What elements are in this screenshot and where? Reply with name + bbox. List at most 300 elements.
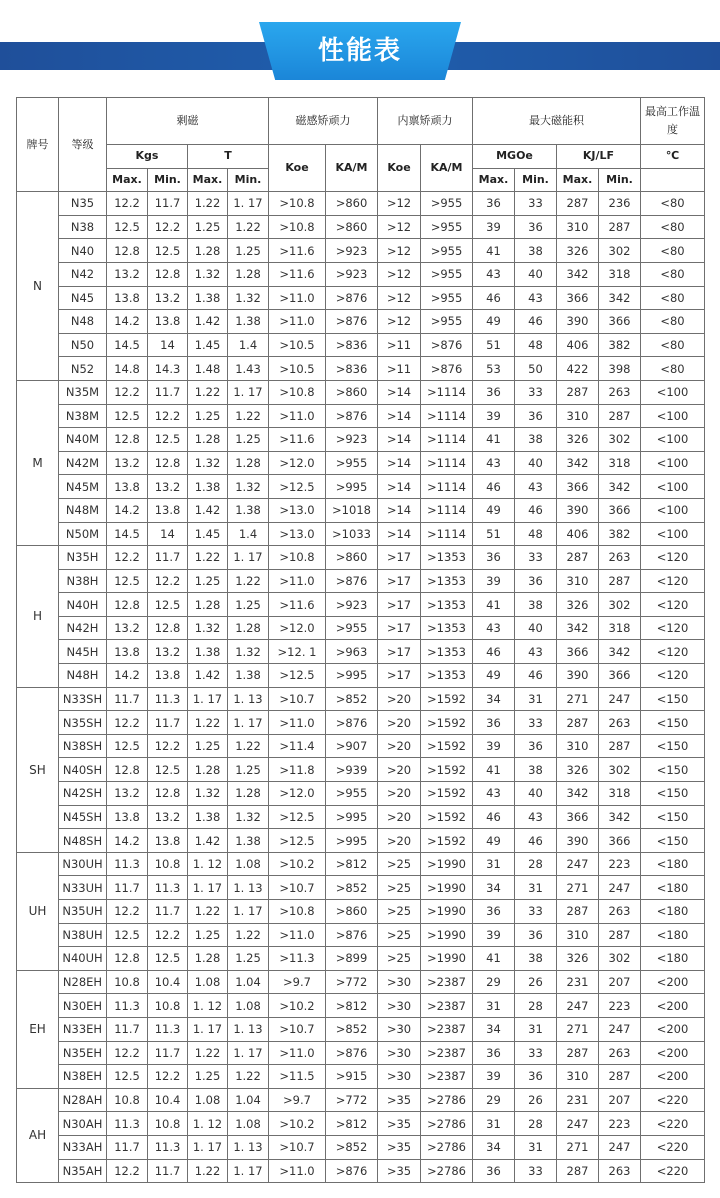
max-temp-cell: <100 <box>641 475 705 499</box>
br-kgs-min-cell: 13.2 <box>148 286 188 310</box>
br-t-max-cell: 1.25 <box>188 734 228 758</box>
br-kgs-max-cell: 12.2 <box>107 1159 148 1183</box>
bh-kjlf-min-cell: 342 <box>599 805 641 829</box>
br-kgs-min-cell: 13.2 <box>148 475 188 499</box>
header-remanence: 剩磁 <box>107 98 269 145</box>
grade-cell: N40M <box>59 428 107 452</box>
bh-kjlf-max-cell: 326 <box>557 758 599 782</box>
grade-cell: N42 <box>59 262 107 286</box>
hcj-kam-cell: >1114 <box>421 404 473 428</box>
hcj-koe-cell: >30 <box>378 970 421 994</box>
br-t-max-cell: 1. 12 <box>188 852 228 876</box>
bh-kjlf-min-cell: 382 <box>599 333 641 357</box>
bh-kjlf-min-cell: 287 <box>599 1065 641 1089</box>
max-temp-cell: <120 <box>641 546 705 570</box>
br-t-min-cell: 1.04 <box>228 970 269 994</box>
bh-kjlf-min-cell: 366 <box>599 498 641 522</box>
br-t-min-cell: 1.28 <box>228 782 269 806</box>
bh-mgoe-max-cell: 39 <box>473 569 515 593</box>
br-kgs-max-cell: 12.5 <box>107 734 148 758</box>
hcb-koe-cell: >12.0 <box>269 451 326 475</box>
max-temp-cell: <150 <box>641 758 705 782</box>
grade-cell: N38H <box>59 569 107 593</box>
grade-cell: N42H <box>59 616 107 640</box>
max-label: Max. <box>473 168 515 192</box>
hcb-kam-cell: >923 <box>326 262 378 286</box>
br-t-min-cell: 1.28 <box>228 616 269 640</box>
bh-mgoe-max-cell: 51 <box>473 522 515 546</box>
br-kgs-min-cell: 11.7 <box>148 192 188 216</box>
brand-cell: AH <box>17 1088 59 1182</box>
hcb-kam-cell: >923 <box>326 239 378 263</box>
hcj-koe-cell: >14 <box>378 428 421 452</box>
bh-kjlf-min-cell: 366 <box>599 829 641 853</box>
table-row <box>17 900 705 924</box>
grade-cell: N52 <box>59 357 107 381</box>
max-temp-cell: <150 <box>641 829 705 853</box>
bh-mgoe-max-cell: 41 <box>473 947 515 971</box>
br-kgs-max-cell: 13.2 <box>107 451 148 475</box>
table-row <box>17 569 705 593</box>
hcb-koe-cell: >11.0 <box>269 404 326 428</box>
hcb-kam-cell: >995 <box>326 664 378 688</box>
br-t-min-cell: 1.25 <box>228 758 269 782</box>
hcb-koe-cell: >10.8 <box>269 192 326 216</box>
table-row <box>17 734 705 758</box>
bh-mgoe-max-cell: 29 <box>473 970 515 994</box>
hcb-koe-cell: >11.0 <box>269 1041 326 1065</box>
grade-cell: N28EH <box>59 970 107 994</box>
hcj-kam-cell: >2387 <box>421 1065 473 1089</box>
br-kgs-max-cell: 12.2 <box>107 711 148 735</box>
bh-mgoe-max-cell: 39 <box>473 734 515 758</box>
br-t-max-cell: 1.08 <box>188 970 228 994</box>
br-kgs-min-cell: 11.3 <box>148 876 188 900</box>
br-kgs-min-cell: 11.3 <box>148 687 188 711</box>
max-temp-cell: <150 <box>641 734 705 758</box>
bh-kjlf-min-cell: 302 <box>599 428 641 452</box>
hcb-kam-cell: >995 <box>326 805 378 829</box>
unit-kgs: Kgs <box>107 145 188 169</box>
max-label: Max. <box>557 168 599 192</box>
br-t-min-cell: 1.38 <box>228 829 269 853</box>
hcb-koe-cell: >13.0 <box>269 498 326 522</box>
hcj-kam-cell: >1114 <box>421 451 473 475</box>
grade-cell: N33UH <box>59 876 107 900</box>
br-t-min-cell: 1.22 <box>228 404 269 428</box>
br-t-min-cell: 1. 13 <box>228 876 269 900</box>
br-t-min-cell: 1. 13 <box>228 1017 269 1041</box>
hcb-koe-cell: >11.0 <box>269 711 326 735</box>
br-t-max-cell: 1.25 <box>188 569 228 593</box>
grade-cell: N48H <box>59 664 107 688</box>
hcj-koe-cell: >20 <box>378 687 421 711</box>
bh-kjlf-min-cell: 318 <box>599 262 641 286</box>
bh-mgoe-max-cell: 49 <box>473 829 515 853</box>
bh-mgoe-max-cell: 31 <box>473 994 515 1018</box>
bh-mgoe-min-cell: 38 <box>515 758 557 782</box>
bh-mgoe-min-cell: 40 <box>515 616 557 640</box>
hcj-kam-cell: >1592 <box>421 711 473 735</box>
hcb-kam-cell: >923 <box>326 428 378 452</box>
bh-kjlf-max-cell: 271 <box>557 876 599 900</box>
br-t-max-cell: 1. 17 <box>188 687 228 711</box>
hcb-koe-cell: >10.8 <box>269 546 326 570</box>
max-temp-cell: <120 <box>641 640 705 664</box>
bh-kjlf-min-cell: 366 <box>599 664 641 688</box>
hcb-koe-cell: >11.6 <box>269 239 326 263</box>
hcb-koe-cell: >11.0 <box>269 286 326 310</box>
bh-mgoe-max-cell: 39 <box>473 1065 515 1089</box>
grade-cell: N40 <box>59 239 107 263</box>
hcj-koe-cell: >12 <box>378 262 421 286</box>
br-kgs-min-cell: 10.8 <box>148 852 188 876</box>
br-t-min-cell: 1. 17 <box>228 900 269 924</box>
bh-kjlf-min-cell: 318 <box>599 616 641 640</box>
hcb-kam-cell: >939 <box>326 758 378 782</box>
bh-mgoe-min-cell: 46 <box>515 829 557 853</box>
bh-kjlf-min-cell: 207 <box>599 1088 641 1112</box>
bh-kjlf-max-cell: 366 <box>557 805 599 829</box>
br-kgs-max-cell: 12.2 <box>107 380 148 404</box>
br-kgs-min-cell: 12.5 <box>148 947 188 971</box>
max-temp-cell: <220 <box>641 1088 705 1112</box>
grade-cell: N40UH <box>59 947 107 971</box>
hcj-koe-cell: >20 <box>378 829 421 853</box>
bh-mgoe-min-cell: 33 <box>515 192 557 216</box>
br-t-max-cell: 1.32 <box>188 262 228 286</box>
bh-kjlf-min-cell: 342 <box>599 286 641 310</box>
max-temp-cell: <80 <box>641 357 705 381</box>
br-t-max-cell: 1.42 <box>188 829 228 853</box>
bh-mgoe-max-cell: 41 <box>473 428 515 452</box>
hcj-kam-cell: >2387 <box>421 970 473 994</box>
grade-cell: N38SH <box>59 734 107 758</box>
table-row <box>17 923 705 947</box>
hcj-koe-cell: >11 <box>378 333 421 357</box>
bh-mgoe-max-cell: 49 <box>473 310 515 334</box>
bh-mgoe-min-cell: 36 <box>515 404 557 428</box>
max-temp-cell: <220 <box>641 1159 705 1183</box>
bh-kjlf-min-cell: 318 <box>599 451 641 475</box>
bh-kjlf-max-cell: 247 <box>557 852 599 876</box>
grade-cell: N28AH <box>59 1088 107 1112</box>
max-temp-cell: <80 <box>641 333 705 357</box>
table-row <box>17 876 705 900</box>
br-kgs-max-cell: 14.5 <box>107 333 148 357</box>
br-kgs-min-cell: 11.7 <box>148 380 188 404</box>
hcj-koe-cell: >17 <box>378 569 421 593</box>
br-kgs-min-cell: 13.8 <box>148 310 188 334</box>
max-temp-cell: <150 <box>641 711 705 735</box>
br-t-max-cell: 1.48 <box>188 357 228 381</box>
bh-mgoe-min-cell: 33 <box>515 1159 557 1183</box>
br-kgs-max-cell: 14.2 <box>107 829 148 853</box>
hcb-koe-cell: >10.5 <box>269 357 326 381</box>
br-t-max-cell: 1.38 <box>188 640 228 664</box>
bh-kjlf-max-cell: 422 <box>557 357 599 381</box>
page-title: 性能表 <box>317 36 402 66</box>
bh-kjlf-max-cell: 310 <box>557 734 599 758</box>
bh-kjlf-min-cell: 382 <box>599 522 641 546</box>
max-temp-cell: <80 <box>641 215 705 239</box>
br-t-max-cell: 1. 17 <box>188 1135 228 1159</box>
hcj-koe-cell: >12 <box>378 310 421 334</box>
bh-mgoe-max-cell: 41 <box>473 593 515 617</box>
bh-kjlf-min-cell: 342 <box>599 640 641 664</box>
bh-mgoe-max-cell: 36 <box>473 711 515 735</box>
hcj-kam-cell: >876 <box>421 357 473 381</box>
bh-kjlf-max-cell: 310 <box>557 215 599 239</box>
bh-mgoe-max-cell: 46 <box>473 475 515 499</box>
br-kgs-max-cell: 13.8 <box>107 286 148 310</box>
br-t-max-cell: 1.38 <box>188 475 228 499</box>
bh-mgoe-max-cell: 46 <box>473 286 515 310</box>
bh-kjlf-max-cell: 390 <box>557 498 599 522</box>
grade-cell: N45M <box>59 475 107 499</box>
hcb-kam-cell: >860 <box>326 546 378 570</box>
br-t-min-cell: 1.08 <box>228 994 269 1018</box>
bh-mgoe-min-cell: 38 <box>515 428 557 452</box>
br-t-min-cell: 1.38 <box>228 310 269 334</box>
br-kgs-min-cell: 12.8 <box>148 782 188 806</box>
max-temp-cell: <100 <box>641 498 705 522</box>
br-kgs-min-cell: 13.2 <box>148 805 188 829</box>
br-kgs-max-cell: 14.8 <box>107 357 148 381</box>
br-t-min-cell: 1.08 <box>228 852 269 876</box>
table-row <box>17 994 705 1018</box>
hcj-koe-cell: >12 <box>378 239 421 263</box>
empty-header-cell <box>641 168 705 192</box>
br-t-min-cell: 1.32 <box>228 286 269 310</box>
hcj-kam-cell: >1353 <box>421 640 473 664</box>
bh-mgoe-max-cell: 29 <box>473 1088 515 1112</box>
bh-kjlf-max-cell: 310 <box>557 1065 599 1089</box>
br-kgs-min-cell: 11.3 <box>148 1135 188 1159</box>
max-temp-cell: <200 <box>641 970 705 994</box>
br-kgs-min-cell: 13.8 <box>148 829 188 853</box>
hcb-kam-cell: >899 <box>326 947 378 971</box>
table-row <box>17 1159 705 1183</box>
max-temp-cell: <180 <box>641 876 705 900</box>
bh-mgoe-min-cell: 33 <box>515 711 557 735</box>
br-t-max-cell: 1.25 <box>188 923 228 947</box>
hcj-koe-cell: >14 <box>378 475 421 499</box>
table-row <box>17 1065 705 1089</box>
hcb-koe-cell: >10.8 <box>269 380 326 404</box>
bh-mgoe-min-cell: 46 <box>515 664 557 688</box>
bh-kjlf-min-cell: 263 <box>599 380 641 404</box>
hcj-koe-cell: >14 <box>378 404 421 428</box>
max-temp-cell: <180 <box>641 923 705 947</box>
br-t-min-cell: 1. 13 <box>228 687 269 711</box>
br-kgs-max-cell: 10.8 <box>107 1088 148 1112</box>
br-t-min-cell: 1.32 <box>228 640 269 664</box>
bh-mgoe-max-cell: 36 <box>473 900 515 924</box>
bh-mgoe-min-cell: 33 <box>515 900 557 924</box>
bh-mgoe-max-cell: 36 <box>473 1041 515 1065</box>
br-kgs-min-cell: 11.7 <box>148 546 188 570</box>
grade-cell: N35 <box>59 192 107 216</box>
hcb-koe-cell: >11.6 <box>269 262 326 286</box>
grade-cell: N45 <box>59 286 107 310</box>
bh-mgoe-max-cell: 31 <box>473 852 515 876</box>
max-label: Max. <box>107 168 148 192</box>
hcb-kam-cell: >876 <box>326 404 378 428</box>
br-t-max-cell: 1.08 <box>188 1088 228 1112</box>
hcb-kam-cell: >1033 <box>326 522 378 546</box>
hcb-koe-cell: >10.7 <box>269 687 326 711</box>
bh-kjlf-min-cell: 302 <box>599 758 641 782</box>
bh-mgoe-max-cell: 43 <box>473 782 515 806</box>
bh-kjlf-max-cell: 406 <box>557 333 599 357</box>
bh-kjlf-min-cell: 263 <box>599 1159 641 1183</box>
hcj-koe-cell: >20 <box>378 782 421 806</box>
hcb-kam-cell: >955 <box>326 616 378 640</box>
bh-mgoe-min-cell: 33 <box>515 1041 557 1065</box>
bh-mgoe-min-cell: 33 <box>515 380 557 404</box>
hcb-koe-cell: >13.0 <box>269 522 326 546</box>
hcb-kam-cell: >836 <box>326 357 378 381</box>
unit-mgoe: MGOe <box>473 145 557 169</box>
hcb-koe-cell: >11.6 <box>269 593 326 617</box>
max-temp-cell: <100 <box>641 522 705 546</box>
bh-kjlf-max-cell: 326 <box>557 239 599 263</box>
br-t-min-cell: 1.22 <box>228 569 269 593</box>
grade-cell: N50 <box>59 333 107 357</box>
bh-kjlf-max-cell: 287 <box>557 1041 599 1065</box>
hcj-kam-cell: >955 <box>421 239 473 263</box>
hcj-kam-cell: >1990 <box>421 923 473 947</box>
grade-cell: N45H <box>59 640 107 664</box>
br-t-min-cell: 1. 17 <box>228 711 269 735</box>
hcb-kam-cell: >907 <box>326 734 378 758</box>
hcj-kam-cell: >1114 <box>421 428 473 452</box>
table-row <box>17 546 705 570</box>
hcj-kam-cell: >1114 <box>421 522 473 546</box>
br-kgs-max-cell: 13.2 <box>107 616 148 640</box>
max-temp-cell: <150 <box>641 687 705 711</box>
unit-t: T <box>188 145 269 169</box>
hcj-kam-cell: >955 <box>421 262 473 286</box>
br-kgs-min-cell: 11.7 <box>148 900 188 924</box>
bh-mgoe-max-cell: 39 <box>473 923 515 947</box>
unit-koe-hcb: Koe <box>269 145 326 192</box>
hcj-kam-cell: >1114 <box>421 475 473 499</box>
br-t-max-cell: 1.38 <box>188 286 228 310</box>
table-row <box>17 805 705 829</box>
hcb-kam-cell: >915 <box>326 1065 378 1089</box>
bh-kjlf-min-cell: 247 <box>599 1017 641 1041</box>
bh-kjlf-max-cell: 310 <box>557 923 599 947</box>
br-kgs-min-cell: 10.4 <box>148 970 188 994</box>
br-kgs-max-cell: 10.8 <box>107 970 148 994</box>
br-kgs-max-cell: 11.3 <box>107 1112 148 1136</box>
bh-mgoe-max-cell: 34 <box>473 1135 515 1159</box>
hcb-kam-cell: >852 <box>326 1135 378 1159</box>
hcj-koe-cell: >17 <box>378 546 421 570</box>
grade-cell: N38 <box>59 215 107 239</box>
br-t-min-cell: 1. 17 <box>228 380 269 404</box>
hcb-koe-cell: >12. 1 <box>269 640 326 664</box>
br-kgs-max-cell: 12.8 <box>107 593 148 617</box>
br-t-min-cell: 1.25 <box>228 239 269 263</box>
hcj-kam-cell: >1592 <box>421 687 473 711</box>
table-row <box>17 215 705 239</box>
max-temp-cell: <80 <box>641 192 705 216</box>
hcb-kam-cell: >923 <box>326 593 378 617</box>
hcj-koe-cell: >12 <box>378 192 421 216</box>
br-kgs-max-cell: 14.5 <box>107 522 148 546</box>
br-kgs-min-cell: 13.8 <box>148 498 188 522</box>
table-row <box>17 428 705 452</box>
hcb-kam-cell: >995 <box>326 829 378 853</box>
table-row <box>17 192 705 216</box>
table-row <box>17 239 705 263</box>
bh-kjlf-max-cell: 326 <box>557 428 599 452</box>
bh-kjlf-min-cell: 287 <box>599 404 641 428</box>
bh-mgoe-min-cell: 46 <box>515 498 557 522</box>
bh-kjlf-max-cell: 390 <box>557 664 599 688</box>
bh-mgoe-max-cell: 43 <box>473 262 515 286</box>
br-t-max-cell: 1.28 <box>188 758 228 782</box>
br-t-min-cell: 1.04 <box>228 1088 269 1112</box>
table-row <box>17 1112 705 1136</box>
hcb-koe-cell: >10.2 <box>269 1112 326 1136</box>
table-row <box>17 1017 705 1041</box>
hcb-kam-cell: >852 <box>326 876 378 900</box>
br-t-max-cell: 1.42 <box>188 498 228 522</box>
hcj-koe-cell: >12 <box>378 215 421 239</box>
grade-cell: N40H <box>59 593 107 617</box>
bh-kjlf-max-cell: 366 <box>557 475 599 499</box>
br-t-min-cell: 1.22 <box>228 1065 269 1089</box>
header-hcb: 磁感矫顽力 <box>269 98 378 145</box>
bh-kjlf-min-cell: 302 <box>599 947 641 971</box>
bh-kjlf-min-cell: 342 <box>599 475 641 499</box>
grade-cell: N33AH <box>59 1135 107 1159</box>
hcj-koe-cell: >25 <box>378 900 421 924</box>
br-kgs-max-cell: 13.2 <box>107 262 148 286</box>
br-t-min-cell: 1.32 <box>228 805 269 829</box>
max-temp-cell: <180 <box>641 900 705 924</box>
bh-kjlf-max-cell: 342 <box>557 451 599 475</box>
hcj-koe-cell: >25 <box>378 947 421 971</box>
header-grade: 等级 <box>59 98 107 192</box>
bh-mgoe-max-cell: 41 <box>473 758 515 782</box>
bh-kjlf-max-cell: 406 <box>557 522 599 546</box>
br-t-max-cell: 1.28 <box>188 947 228 971</box>
br-t-min-cell: 1.4 <box>228 522 269 546</box>
br-kgs-max-cell: 12.5 <box>107 215 148 239</box>
brand-cell: M <box>17 380 59 545</box>
hcb-koe-cell: >9.7 <box>269 970 326 994</box>
br-t-min-cell: 1.08 <box>228 1112 269 1136</box>
hcj-kam-cell: >2387 <box>421 994 473 1018</box>
table-row <box>17 829 705 853</box>
hcb-kam-cell: >1018 <box>326 498 378 522</box>
bh-mgoe-min-cell: 28 <box>515 994 557 1018</box>
br-kgs-min-cell: 11.7 <box>148 1041 188 1065</box>
bh-kjlf-min-cell: 263 <box>599 1041 641 1065</box>
hcb-koe-cell: >10.2 <box>269 852 326 876</box>
br-t-max-cell: 1.22 <box>188 1041 228 1065</box>
hcb-koe-cell: >12.0 <box>269 782 326 806</box>
table-row <box>17 451 705 475</box>
bh-kjlf-min-cell: 247 <box>599 876 641 900</box>
table-row <box>17 782 705 806</box>
bh-kjlf-max-cell: 342 <box>557 782 599 806</box>
